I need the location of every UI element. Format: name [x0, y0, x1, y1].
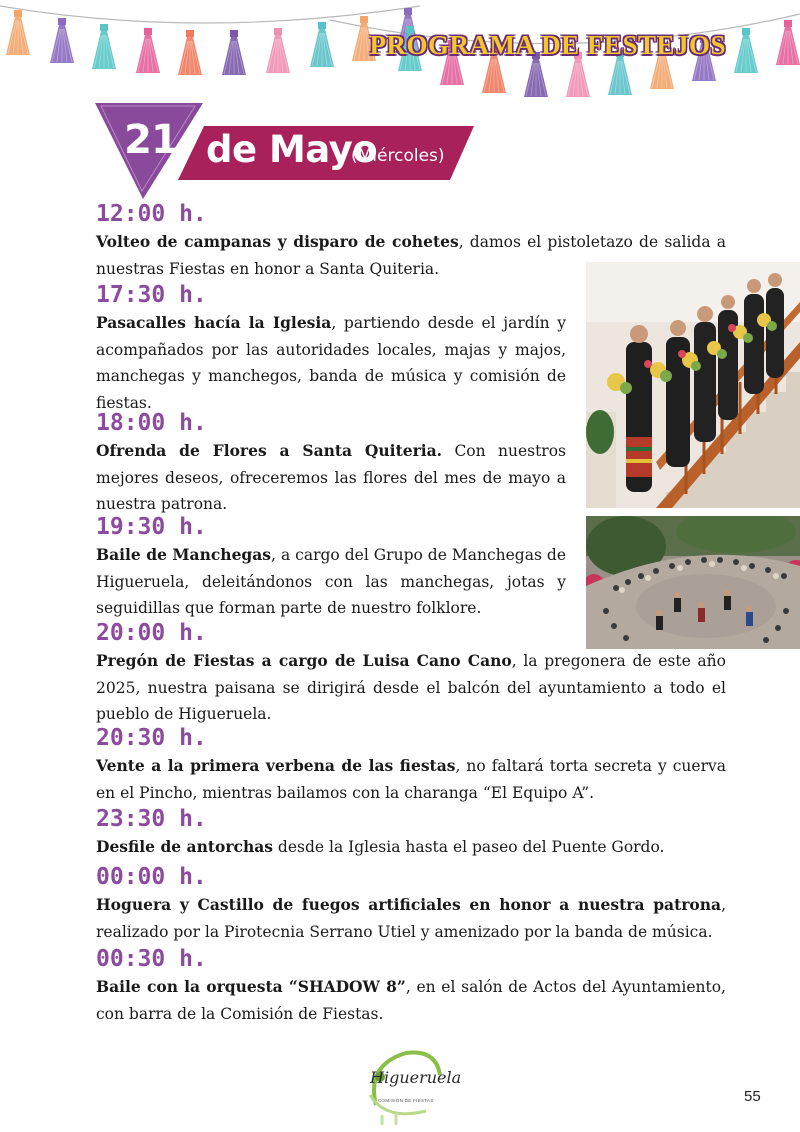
- event-description: [96, 892, 726, 945]
- event-time: 23:30 h.: [96, 806, 207, 832]
- logo-text: Higueruela: [370, 1068, 462, 1087]
- date-day: 21: [124, 117, 178, 163]
- event-text: Con nuestros mejores deseos, ofreceremos las flores del mes de mayo a nuestra patrona.: [96, 442, 566, 513]
- event-description: [96, 542, 566, 622]
- tassel: [6, 10, 30, 55]
- tassel: [136, 28, 160, 73]
- event-description: [96, 974, 726, 1027]
- event-title: Baile con la orquesta “SHADOW 8”: [96, 977, 406, 996]
- event-description: [96, 753, 726, 806]
- program-title: PROGRAMA DE FESTEJOS: [369, 30, 726, 60]
- event-description: [96, 310, 566, 416]
- event-time: 00:00 h.: [96, 864, 207, 890]
- event-0030: [96, 946, 726, 1027]
- event-title: Vente a la primera verbena de las fiestas: [96, 756, 456, 775]
- event-text: , la pregonera de este año 2025, nuestra paisana se dirigirá desde el balcón del ayuntamiento a todo el pueblo de Higueruela.: [96, 652, 726, 723]
- date-weekday: (Miércoles): [351, 146, 445, 166]
- event-1800: [96, 410, 566, 518]
- event-title: Ofrenda de Flores a Santa Quiteria.: [96, 441, 443, 460]
- event-time: 00:30 h.: [96, 946, 207, 972]
- tassel: [50, 18, 74, 63]
- tassel: [178, 30, 202, 75]
- event-description: [96, 438, 566, 518]
- photo-manchegas-staircase: [586, 262, 800, 508]
- photo-baile-plaza: [586, 516, 800, 649]
- event-text: desde la Iglesia hasta el paseo del Puente Gordo.: [273, 838, 665, 856]
- event-2030: [96, 725, 726, 806]
- event-title: Pasacalles hacía la Iglesia: [96, 313, 332, 332]
- event-title: Desfile de antorchas: [96, 837, 273, 856]
- event-title: Baile de Manchegas: [96, 545, 272, 564]
- event-text: , en el salón de Actos del Ayuntamiento, con barra de la Comisión de Fiestas.: [96, 978, 726, 1023]
- event-text: , no faltará torta secreta y cuerva en el Pincho, mientras bailamos con la charanga “El Equipo A”.: [96, 757, 726, 802]
- tassel: [776, 20, 800, 65]
- event-time: 20:30 h.: [96, 725, 207, 751]
- date-month: de Mayo: [206, 128, 378, 171]
- event-text: , damos el pistoletazo de salida a nuestras Fiestas en honor a Santa Quiteria.: [96, 233, 726, 278]
- event-time: 17:30 h.: [96, 282, 207, 308]
- event-title: Hoguera y Castillo de fuegos artificiales en honor a nuestra patrona: [96, 895, 722, 914]
- event-2330: [96, 806, 726, 861]
- event-title: Volteo de campanas y disparo de cohetes: [96, 232, 459, 251]
- tassel: [310, 22, 334, 67]
- event-time: 18:00 h.: [96, 410, 207, 436]
- event-time: 19:30 h.: [96, 514, 207, 540]
- event-1730: [96, 282, 566, 416]
- page-number: 55: [744, 1088, 761, 1105]
- event-text: , partiendo desde el jardín y acompañados por las autoridades locales, majas y majos, manchegas y manchegos, banda de música y comisión de fiestas.: [96, 314, 566, 412]
- event-description: [96, 834, 726, 861]
- event-0000: [96, 864, 726, 945]
- tassel: [222, 30, 246, 75]
- tassel: [734, 28, 758, 73]
- event-text: , a cargo del Grupo de Manchegas de Higueruela, deleitándonos con las manchegas, jotas y seguidillas que forman parte de nuestro folklore.: [96, 546, 567, 617]
- tassel: [92, 24, 116, 69]
- event-text: , realizado por la Pirotecnia Serrano Utiel y amenizado por la banda de música.: [96, 896, 726, 941]
- event-1930: [96, 514, 566, 622]
- event-description: [96, 648, 726, 728]
- logo-subtext: COMISIÓN DE FIESTAS: [378, 1098, 434, 1103]
- event-time: 12:00 h.: [96, 201, 207, 227]
- tassel: [266, 28, 290, 73]
- event-title: Pregón de Fiestas a cargo de Luisa Cano Cano: [96, 651, 512, 670]
- event-time: 20:00 h.: [96, 620, 207, 646]
